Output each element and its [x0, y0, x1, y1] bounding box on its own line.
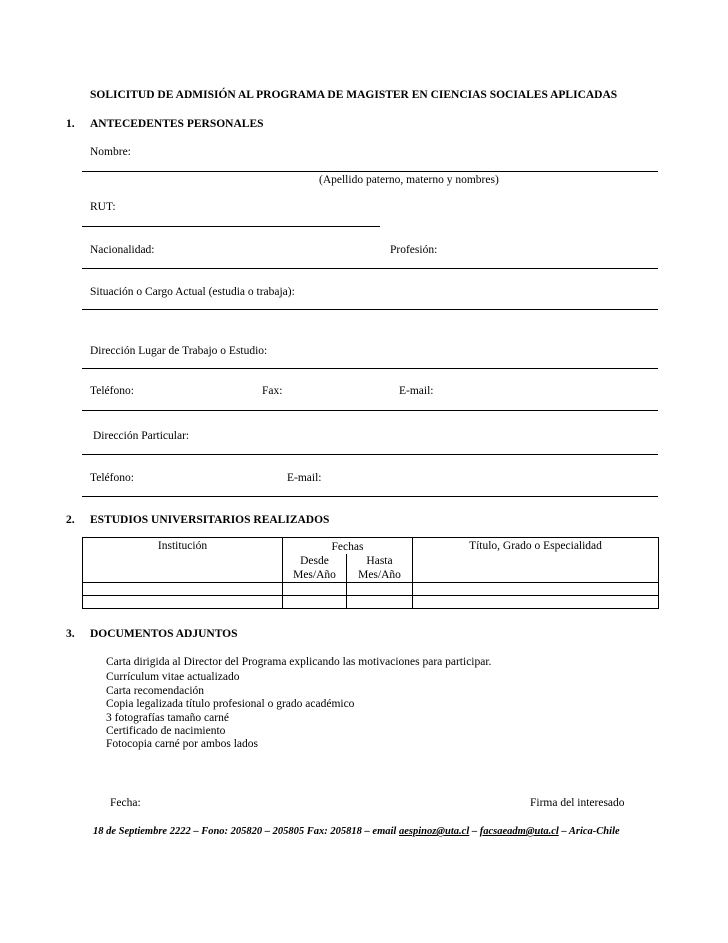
label-direccion-particular: Dirección Particular: — [93, 430, 190, 442]
nombre-hint: (Apellido paterno, materno y nombres) — [319, 174, 499, 186]
cell-titulo-2[interactable] — [413, 596, 659, 609]
list-item: Certificado de nacimiento — [106, 725, 226, 738]
field-situacion-line[interactable] — [82, 309, 658, 310]
field-nombre-line[interactable] — [82, 171, 658, 172]
list-item: 3 fotografías tamaño carné — [106, 711, 229, 724]
header-fechas-sub — [283, 554, 412, 582]
label-direccion-trabajo: Dirección Lugar de Trabajo o Estudio: — [90, 345, 268, 357]
label-rut: RUT: — [90, 201, 116, 213]
cell-hasta-1[interactable] — [347, 583, 413, 596]
field-direccion-particular-line[interactable] — [82, 454, 658, 455]
section3-number: 3. — [66, 628, 75, 640]
label-nacionalidad: Nacionalidad: — [90, 244, 155, 256]
cell-titulo-1[interactable] — [413, 583, 659, 596]
label-email-particular: E-mail: — [287, 472, 322, 484]
header-desde-sub: Mes/Año — [293, 569, 336, 581]
list-item: Fotocopia carné por ambos lados — [106, 738, 259, 751]
header-hasta — [347, 554, 412, 582]
studies-table — [82, 537, 659, 609]
field-direccion-trabajo-line[interactable] — [82, 368, 658, 369]
cell-hasta-2[interactable] — [347, 596, 413, 609]
header-institucion: Institución — [83, 538, 283, 583]
cell-institucion-2[interactable] — [83, 596, 283, 609]
footer-text-1: 18 de Septiembre 2222 – Fono: 205820 – 205805 Fax: 205818 – email — [93, 826, 399, 837]
footer-email-a[interactable]: aespinoz@uta.cl — [398, 826, 470, 837]
label-telefono-particular: Teléfono: — [90, 472, 134, 484]
section2-heading: ESTUDIOS UNIVERSITARIOS REALIZADOS — [90, 514, 330, 526]
field-contacto-trabajo-line[interactable] — [82, 410, 658, 411]
section3-heading: DOCUMENTOS ADJUNTOS — [90, 628, 238, 640]
footer-email-b[interactable]: facsaeadm@uta.cl — [479, 826, 559, 837]
cell-institucion-1[interactable] — [83, 583, 283, 596]
documents-list — [106, 656, 491, 752]
table-row — [83, 583, 659, 596]
header-desde-label: Desde — [300, 555, 329, 567]
cell-desde-2[interactable] — [283, 596, 347, 609]
footer-text-2: – Arica-Chile — [558, 826, 620, 837]
footer-sep: – — [469, 826, 480, 837]
label-nombre: Nombre: — [90, 146, 131, 158]
table-row — [83, 596, 659, 609]
label-profesion: Profesión: — [390, 244, 438, 256]
section1-heading: ANTECEDENTES PERSONALES — [90, 118, 264, 130]
field-rut-line[interactable] — [82, 226, 380, 227]
header-hasta-label: Hasta — [366, 555, 393, 567]
label-fecha: Fecha: — [110, 797, 141, 809]
list-item: Carta recomendación — [106, 684, 205, 697]
field-nacionalidad-line[interactable] — [82, 268, 658, 269]
section1-number: 1. — [66, 118, 75, 130]
header-fechas — [283, 538, 413, 583]
header-desde — [283, 554, 347, 582]
field-contacto-particular-line[interactable] — [82, 496, 658, 497]
label-telefono-trabajo: Teléfono: — [90, 385, 134, 397]
footer-contact — [93, 826, 620, 837]
list-item: Currículum vitae actualizado — [106, 671, 240, 684]
studies-header-row — [83, 538, 659, 583]
header-fechas-label: Fechas — [331, 541, 364, 553]
header-titulo: Título, Grado o Especialidad — [413, 538, 659, 583]
form-title: SOLICITUD DE ADMISIÓN AL PROGRAMA DE MAGISTER EN CIENCIAS SOCIALES APLICADAS — [90, 89, 618, 101]
header-hasta-sub: Mes/Año — [358, 569, 401, 581]
list-item: Copia legalizada título profesional o grado académico — [106, 698, 355, 711]
label-firma: Firma del interesado — [530, 797, 625, 809]
label-situacion: Situación o Cargo Actual (estudia o trabaja): — [90, 286, 295, 298]
list-item: Carta dirigida al Director del Programa explicando las motivaciones para participar. — [106, 656, 492, 668]
label-fax: Fax: — [262, 385, 283, 397]
cell-desde-1[interactable] — [283, 583, 347, 596]
label-email-trabajo: E-mail: — [399, 385, 434, 397]
section2-number: 2. — [66, 514, 75, 526]
